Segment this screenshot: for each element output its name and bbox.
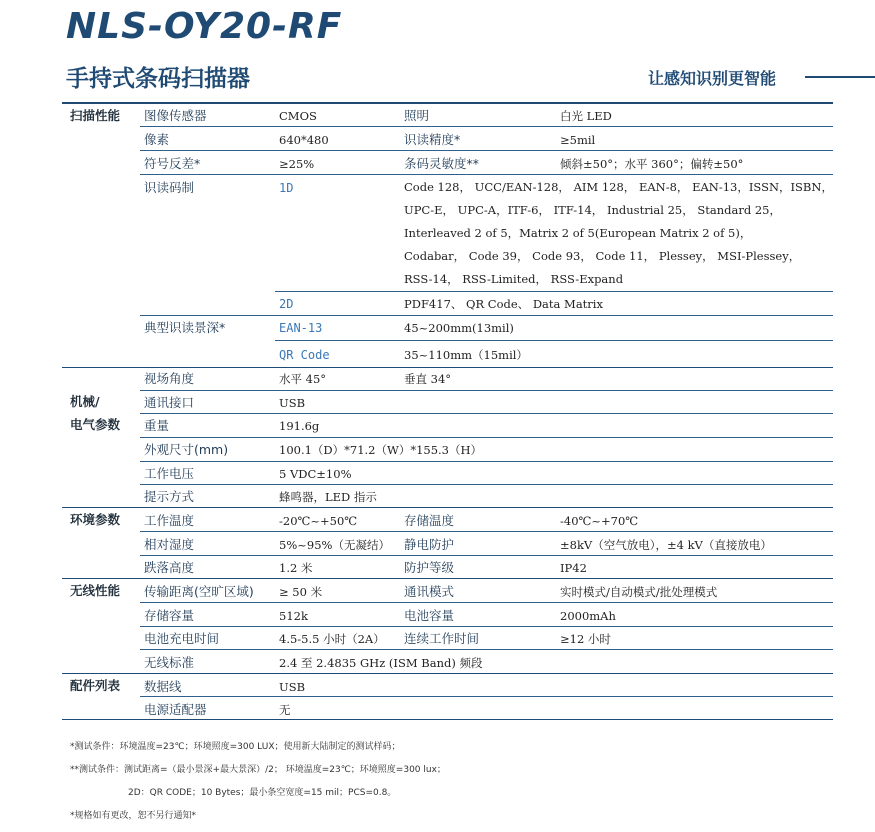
section-divider	[62, 673, 833, 674]
spec-value: 100.1（D）*71.2（W）*155.3（H）	[279, 443, 483, 457]
section-title: 配件列表	[70, 678, 121, 693]
spec-label: 提示方式	[144, 489, 195, 504]
spec-value: 无	[279, 703, 291, 717]
spec-value: USB	[279, 680, 306, 694]
spec-value: 实时模式/自动模式/批处理模式	[560, 585, 718, 599]
spec-label: 识读精度*	[404, 132, 461, 147]
row-divider	[140, 626, 833, 627]
spec-value: IP42	[560, 561, 587, 575]
product-model: NLS-OY20-RF	[66, 6, 343, 47]
footnote: **测试条件：测试距离=（最小景深+最大景深）/2； 环境温度=23℃；环境照度=300 lux；	[70, 765, 446, 775]
spec-label: 通讯模式	[404, 584, 455, 599]
spec-value: -40℃~+70℃	[560, 514, 639, 528]
spec-sublabel: QR Code	[279, 348, 330, 362]
symbology-line: Interleaved 2 of 5，Matrix 2 of 5(European Matrix 2 of 5)，	[404, 226, 752, 240]
spec-label: 典型识读景深*	[144, 320, 226, 335]
symbology-line: UPC-E， UPC-A，ITF-6， ITF-14， Industrial 25， Standard 25，	[404, 203, 781, 217]
spec-label: 存储温度	[404, 513, 455, 528]
table-top-rule	[62, 102, 833, 104]
row-divider	[140, 461, 833, 462]
spec-label: 照明	[404, 108, 430, 123]
spec-label: 存储容量	[144, 608, 195, 623]
spec-label: 通讯接口	[144, 395, 195, 410]
spec-value: USB	[279, 396, 306, 410]
footnote: *规格如有更改，恕不另行通知*	[70, 811, 197, 821]
row-divider	[140, 555, 833, 556]
spec-label: 相对湿度	[144, 537, 195, 552]
spec-label: 电池容量	[404, 608, 455, 623]
spec-label: 像素	[144, 132, 170, 147]
row-divider	[140, 413, 833, 414]
symbology-line: Codabar， Code 39， Code 93， Code 11， Plessey， MSI-Plessey，	[404, 249, 801, 263]
row-divider	[140, 696, 833, 697]
spec-value: ≥25%	[279, 157, 315, 171]
spec-label: 工作温度	[144, 513, 195, 528]
symbology-line: Code 128， UCC/EAN-128， AIM 128， EAN-8， EAN-13，ISSN，ISBN，	[404, 180, 833, 194]
row-divider	[140, 174, 833, 175]
spec-sublabel: EAN-13	[279, 321, 323, 335]
section-title: 环境参数	[70, 512, 121, 527]
spec-value: ≥5mil	[560, 133, 596, 147]
spec-label: 连续工作时间	[404, 631, 480, 646]
row-divider	[140, 126, 833, 127]
spec-label: 图像传感器	[144, 108, 207, 123]
spec-value: 垂直 34°	[404, 372, 452, 386]
spec-value: 蜂鸣器，LED 指示	[279, 490, 377, 504]
spec-label: 静电防护	[404, 537, 455, 552]
spec-label: 符号反差*	[144, 156, 201, 171]
spec-value: ≥12 小时	[560, 632, 611, 646]
section-divider	[62, 507, 833, 508]
footnote: *测试条件：环境温度=23℃；环境照度=300 LUX；使用新大陆制定的测试样码；	[70, 742, 401, 752]
spec-label: 数据线	[144, 679, 182, 694]
spec-value: 5 VDC±10%	[279, 467, 352, 481]
row-divider	[140, 437, 833, 438]
row-divider	[140, 531, 833, 532]
section-title: 电气参数	[70, 417, 121, 432]
row-divider	[140, 390, 833, 391]
section-title: 扫描性能	[70, 108, 121, 123]
spec-value: 2000mAh	[560, 609, 616, 623]
spec-sublabel: 2D	[279, 297, 294, 311]
spec-value: PDF417、 QR Code、 Data Matrix	[404, 297, 603, 311]
section-title: 无线性能	[70, 583, 121, 598]
spec-value: 4.5-5.5 小时（2A）	[279, 632, 385, 646]
spec-value: -20℃~+50℃	[279, 514, 358, 528]
section-title: 机械/	[70, 394, 100, 409]
spec-value: 水平 45°	[279, 372, 327, 386]
spec-value: ±8kV（空气放电），±4 kV（直接放电）	[560, 538, 772, 552]
spec-label: 电池充电时间	[144, 631, 220, 646]
spec-label: 外观尺寸(mm)	[144, 442, 229, 457]
spec-value: 5%~95%（无凝结）	[279, 538, 390, 552]
row-divider	[140, 150, 833, 151]
row-divider	[275, 340, 833, 341]
row-divider	[275, 291, 833, 292]
footnote: 2D：QR CODE；10 Bytes；最小条空宽度=15 mil；PCS=0.8。	[128, 788, 397, 798]
row-divider	[140, 315, 833, 316]
row-divider	[140, 649, 833, 650]
spec-value: CMOS	[279, 109, 317, 123]
spec-value: 白光 LED	[560, 109, 612, 123]
spec-value: 45~200mm(13mil)	[404, 321, 514, 335]
spec-label: 工作电压	[144, 466, 195, 481]
spec-value: 35~110mm（15mil）	[404, 348, 528, 362]
spec-label: 跌落高度	[144, 560, 195, 575]
spec-sublabel: 1D	[279, 181, 294, 195]
spec-value: 640*480	[279, 133, 329, 147]
spec-value: 512k	[279, 609, 308, 623]
spec-label: 重量	[144, 418, 170, 433]
spec-label: 视场角度	[144, 371, 195, 386]
slogan-rule	[805, 76, 875, 78]
spec-label: 防护等级	[404, 560, 455, 575]
section-divider	[62, 367, 833, 368]
product-subtitle: 手持式条码扫描器	[66, 66, 250, 92]
row-divider	[140, 484, 833, 485]
section-divider	[62, 719, 833, 720]
spec-label: 条码灵敏度**	[404, 156, 480, 171]
spec-label: 无线标准	[144, 655, 195, 670]
spec-label: 电源适配器	[144, 702, 207, 717]
spec-value: 1.2 米	[279, 561, 313, 575]
section-divider	[62, 578, 833, 579]
spec-label: 识读码制	[144, 180, 195, 195]
spec-value: 2.4 至 2.4835 GHz (ISM Band) 频段	[279, 656, 483, 670]
spec-value: ≥ 50 米	[279, 585, 323, 599]
row-divider	[140, 602, 833, 603]
spec-value: 倾斜±50°；水平 360°；偏转±50°	[560, 157, 744, 171]
spec-value: 191.6g	[279, 419, 320, 433]
spec-label: 传输距离(空旷区域)	[144, 584, 254, 599]
brand-slogan: 让感知识别更智能	[648, 69, 777, 88]
symbology-line: RSS-14， RSS-Limited， RSS-Expand	[404, 272, 624, 286]
